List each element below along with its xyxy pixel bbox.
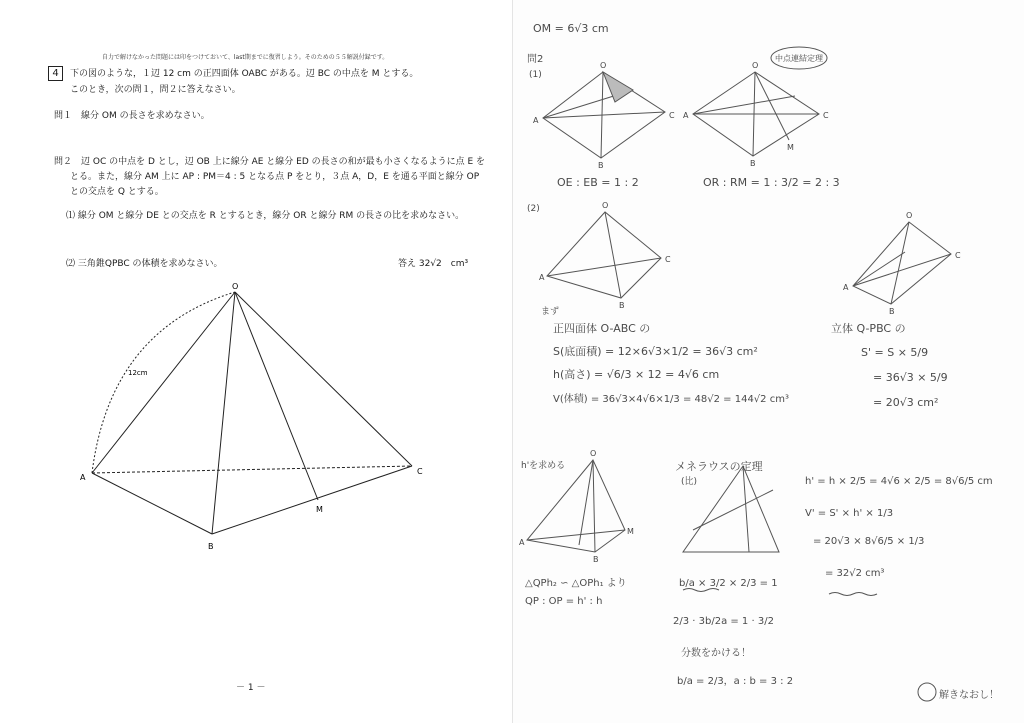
edge-ab [92,473,212,534]
note-ratio: QP : OP = h' : h [525,596,603,607]
note-h-line: h(高さ) = √6/3 × 12 = 4√6 cm [553,368,720,381]
svg-text:C: C [823,111,829,120]
note-mene-marker: (比) [681,477,698,487]
svg-text:C: C [665,255,671,264]
note-toi2: 問2 [527,54,544,65]
sketch3-outline [547,212,661,298]
svg-text:C: C [955,251,961,260]
edge-oa [92,292,235,473]
vertex-m-label: M [316,505,323,514]
question-number: 4 [48,66,63,81]
note-s2-result: = 20√3 cm² [873,396,939,409]
svg-text:A: A [683,111,689,120]
svg-text:M: M [627,527,634,536]
notes-page [512,0,1024,723]
note-oe-eb: OE : EB = 1 : 2 [557,176,639,189]
question-2-2: ⑵ 三角錐QPBC の体積を求めなさい。 [66,259,223,269]
note-vcalc: = 20√3 × 8√6/5 × 1/3 [813,536,925,547]
page-number: － 1 － [236,683,266,693]
svg-text:A: A [539,273,545,282]
intro-line-1: 下の図のような，１辺 12 cm の正四面体 OABC がある。辺 BC の中点を M とする。 [70,69,419,79]
note-tetra-title: 正四面体 O-ABC の [553,322,651,335]
svg-text:B: B [619,301,625,310]
svg-text:A: A [843,283,849,292]
note-solid-title: 立体 Q-PBC の [831,322,906,335]
answer-text: 答え 32√2 cm³ [398,259,469,269]
question-1: 問１ 線分 OM の長さを求めなさい。 [54,111,210,121]
vertex-b-label: B [208,542,214,551]
svg-text:A: A [519,538,525,547]
note-s2-calc: = 36√3 × 5/9 [873,371,948,384]
note-part-1: (1) [529,70,542,80]
intro-line-2: このとき，次の問１，問２に答えなさい。 [70,85,241,95]
note-vprime: V' = S' × h' × 1/3 [805,508,894,519]
ok-circle [918,683,936,701]
svg-text:O: O [590,449,597,458]
svg-text:B: B [593,555,599,564]
segment-om [235,292,318,500]
note-ok: 解きなおし！ [939,690,999,701]
question-2-line-1: 問２ 辺 OC の中点を D とし，辺 OB 上に線分 AE と線分 ED の長さの和が最も小さくなるように点 E を [54,157,486,167]
edge-length-label: 12cm [128,369,148,377]
vertex-a-label: A [80,473,86,482]
svg-text:B: B [889,307,895,316]
note-final-ratio: b/a = 2/3，a : b = 3 : 2 [677,676,794,687]
edge-oc [235,292,412,466]
sketch6-outline [683,466,779,552]
sketch4-outline [853,222,951,304]
note-mazu: まず [541,307,560,317]
squiggle-2 [829,593,877,596]
header-note: 自力で解けなかった問題には印をつけておいて、last期までに復習しよう。そのための５５解説付録です。 [102,54,389,61]
question-2-line-2: とる。また，線分 AM 上に AP : PM＝4 : 5 となる点 P をとり，３点 A，D，E を通る平面と線分 OP [70,172,480,182]
note-mene-title: メネラウスの定理 [675,460,763,473]
edge-ac [92,466,412,473]
note-or-rm: OR : RM = 1 : 3/2 = 2 : 3 [703,176,840,189]
note-frac: 分数をかける！ [681,648,751,659]
note-similar: △QPh₂ ∽ △OPh₁ より [525,578,627,589]
note-h-title: h'を求める [521,461,566,471]
vertex-c-label: C [417,467,423,476]
note-mene-eq2: 2/3 · 3b/2a = 1 · 3/2 [673,616,774,627]
vertex-o-label: O [232,282,239,291]
note-s2-line: S' = S × 5/9 [861,346,929,359]
edge-ob [212,292,235,534]
svg-text:B: B [598,161,604,170]
svg-text:B: B [750,159,756,168]
stamp-text: 中点連結定理 [775,54,823,63]
note-part-2: (2) [527,204,540,214]
svg-text:A: A [533,116,539,125]
edge-bc [212,466,412,534]
svg-text:O: O [602,201,609,210]
question-2-1: ⑴ 線分 OM と線分 DE との交点を R とするとき，線分 OR と線分 RM の長さの比を求めなさい。 [66,211,465,221]
note-v-line: V(体積) = 36√3×4√6×1/3 = 48√2 = 144√2 cm³ [553,394,789,405]
svg-text:O: O [906,211,913,220]
svg-text:O: O [752,61,759,70]
svg-text:M: M [787,143,794,152]
note-mene-eq: b/a × 3/2 × 2/3 = 1 [679,578,778,589]
note-hprime: h' = h × 2/5 = 4√6 × 2/5 = 8√6/5 cm [805,476,993,487]
svg-text:O: O [600,61,607,70]
question-2-line-3: との交点を Q とする。 [70,187,164,197]
note-om: OM = 6√3 cm [533,22,609,35]
note-vresult: = 32√2 cm³ [825,568,885,579]
note-s-line: S(底面積) = 12×6√3×1/2 = 36√3 cm² [553,345,758,358]
svg-text:C: C [669,111,675,120]
notes-sketches [513,0,1024,723]
